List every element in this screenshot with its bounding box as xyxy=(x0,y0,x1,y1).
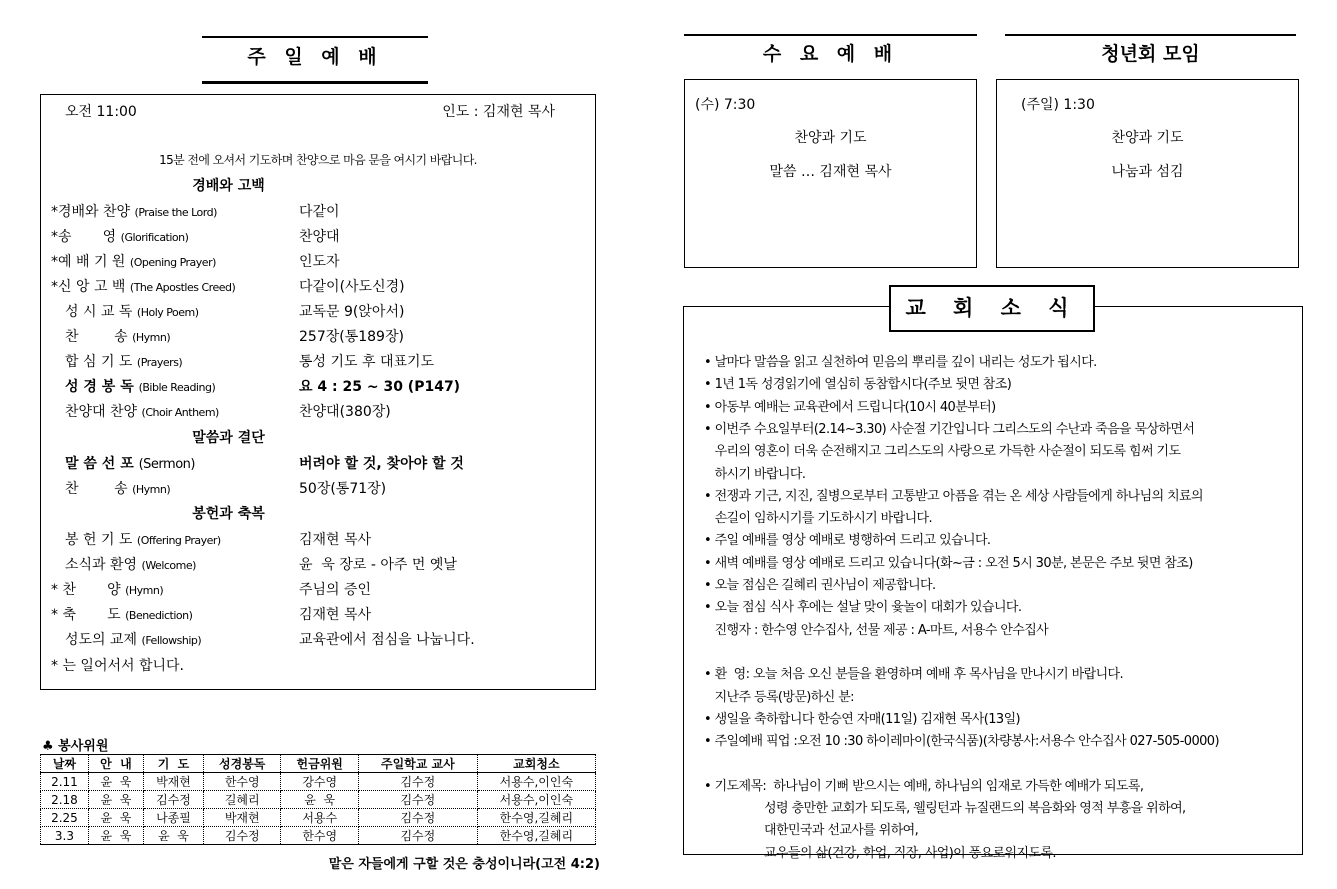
table-cell: 한수영 xyxy=(203,773,281,791)
table-cell: 2.18 xyxy=(41,791,89,809)
service-time: 오전 11:00 xyxy=(65,104,137,120)
order-item: 소식과 환영 (Welcome) 윤 욱 장로 - 아주 먼 옛날 xyxy=(65,557,457,573)
service-leader: 인도 : 김재현 목사 xyxy=(442,104,555,120)
service-notice: 15분 전에 오셔서 기도하며 찬양으로 마음 문을 여시기 바랍니다. xyxy=(159,153,477,167)
sunday-title-text: 주 일 예 배 xyxy=(247,46,383,68)
table-cell: 김수정 xyxy=(203,827,281,845)
wednesday-line2: 말씀 … 김재현 목사 xyxy=(769,164,892,180)
order-item: 합 심 기 도 (Prayers) 통성 기도 후 대표기도 xyxy=(65,354,435,370)
table-cell: 윤 욱 xyxy=(88,791,143,809)
column-header: 주일학교 교사 xyxy=(358,755,477,773)
table-cell: 김수정 xyxy=(358,791,477,809)
news-line: 성령 충만한 교회가 되도록, 웰링턴과 뉴질랜드의 복음화와 영적 부흥을 위하여, xyxy=(704,801,1186,816)
order-item: * 찬 양 (Hymn) 주님의 증인 xyxy=(51,582,372,598)
wednesday-service-box xyxy=(684,79,977,268)
news-line: • 생일을 축하합니다 한승연 자매(11일) 김재현 목사(13일) xyxy=(704,711,1020,727)
table-cell: 한수영 xyxy=(281,827,359,845)
table-row xyxy=(41,809,596,827)
youth-time: (주일) 1:30 xyxy=(1021,97,1095,113)
order-item: *경배와 찬양 (Praise the Lord) 다같이 xyxy=(51,204,340,220)
table-cell: 나종필 xyxy=(143,809,203,827)
column-header: 헌금위원 xyxy=(281,755,359,773)
table-row xyxy=(41,827,596,845)
news-line: 지난주 등록(방문)하신 분: xyxy=(704,689,854,705)
table-cell: 서용수 xyxy=(281,809,359,827)
table-cell: 서용수,이인숙 xyxy=(477,773,595,791)
sunday-service-title xyxy=(202,36,428,84)
table-cell: 2.11 xyxy=(41,773,89,791)
column-header: 교회청소 xyxy=(477,755,595,773)
column-header: 기 도 xyxy=(143,755,203,773)
table-cell: 길혜리 xyxy=(203,791,281,809)
order-item: *송 영 (Glorification) 찬양대 xyxy=(51,229,340,245)
news-line: 손길이 임하시기를 기도하시기 바랍니다. xyxy=(704,511,933,527)
news-line: • 오늘 점심은 길혜리 권사님이 제공합니다. xyxy=(704,578,936,593)
table-cell: 한수영,길혜리 xyxy=(477,827,595,845)
table-cell: 2.25 xyxy=(41,809,89,827)
column-header: 안 내 xyxy=(88,755,143,773)
column-header: 날짜 xyxy=(41,755,89,773)
youth-meeting-title xyxy=(1005,34,1296,79)
order-item: 성도의 교제 (Fellowship) 교육관에서 점심을 나눕니다. xyxy=(65,632,475,648)
news-line: • 1년 1독 성경읽기에 열심히 동참합시다(주보 뒷면 참조) xyxy=(704,377,1012,393)
youth-line2: 나눔과 섬김 xyxy=(1111,164,1184,180)
table-header-row xyxy=(41,755,596,773)
sunday-service-order xyxy=(40,94,596,690)
news-line: 하시기 바랍니다. xyxy=(704,466,806,482)
section-heading: 경배와 고백 xyxy=(192,178,265,194)
table-cell: 김수정 xyxy=(358,809,477,827)
news-line: • 새벽 예배를 영상 예배로 드리고 있습니다(화~금 : 오전 5시 30분, 본문은 주보 뒷면 참조) xyxy=(704,555,1193,571)
news-line: • 이번주 수요일부터(2.14~3.30) 사순절 기간입니다 그리스도의 수난과 죽음을 묵상하면서 xyxy=(704,421,1195,437)
table-cell: 3.3 xyxy=(41,827,89,845)
wednesday-time: (수) 7:30 xyxy=(695,97,756,113)
table-row xyxy=(41,791,596,809)
news-line: • 주일 예배를 영상 예배로 병행하여 드리고 있습니다. xyxy=(704,533,991,549)
volunteers-title: ♣ 봉사위원 xyxy=(42,739,109,754)
title-top-rule xyxy=(684,34,977,36)
section-heading: 봉헌과 축복 xyxy=(192,506,265,522)
church-news-box xyxy=(683,306,1303,861)
bible-verse: 맡은 자들에게 구할 것은 충성이니라(고전 4:2) xyxy=(328,857,600,872)
table-cell: 강수영 xyxy=(281,773,359,791)
wednesday-title-text: 수 요 예 배 xyxy=(762,43,899,65)
church-news-title: 교 회 소 식 xyxy=(889,285,1095,332)
news-line: 우리의 영혼이 더욱 순전해지고 그리스도의 사랑으로 가득한 사순절이 되도록 힘써 기도 xyxy=(704,444,1181,460)
title-top-rule xyxy=(1005,34,1296,36)
news-line: 교우들의 삶(건강, 학업, 직장, 사업)이 풍요로워지도록. xyxy=(704,845,1056,861)
order-item-scripture: 성 경 봉 독 (Bible Reading) 요 4 : 25 ~ 30 (P147) xyxy=(65,379,461,395)
youth-meeting-box xyxy=(996,79,1299,268)
table-cell: 한수영,길혜리 xyxy=(477,809,595,827)
news-line: • 전쟁과 기근, 지진, 질병으로부터 고통받고 아픔을 겪는 온 세상 사람들에게 하나님의 치료의 xyxy=(704,488,1203,504)
table-cell: 윤 욱 xyxy=(88,773,143,791)
table-cell: 박재현 xyxy=(143,773,203,791)
table-cell: 박재현 xyxy=(203,809,281,827)
table-cell: 김수정 xyxy=(358,827,477,845)
table-cell: 김수정 xyxy=(143,791,203,809)
order-item: 찬 송 (Hymn) 257장(통189장) xyxy=(65,329,404,345)
youth-line1: 찬양과 기도 xyxy=(1111,130,1184,146)
order-item: 찬양대 찬양 (Choir Anthem) 찬양대(380장) xyxy=(65,404,391,420)
volunteers-table xyxy=(40,754,596,845)
table-row xyxy=(41,773,596,791)
order-item: 봉 헌 기 도 (Offering Prayer) 김재현 목사 xyxy=(65,532,372,548)
order-item: 성 시 교 독 (Holy Poem) 교독문 9(앉아서) xyxy=(65,304,405,320)
section-heading: 말씀과 결단 xyxy=(192,430,265,446)
news-line: • 날마다 말씀을 읽고 실천하여 믿음의 뿌리를 깊이 내리는 성도가 됩시다. xyxy=(704,355,1097,370)
standing-footnote: * 는 일어서서 합니다. xyxy=(51,658,184,674)
table-cell: 윤 욱 xyxy=(88,809,143,827)
title-bottom-rule xyxy=(202,81,428,84)
table-cell: 서용수,이인숙 xyxy=(477,791,595,809)
column-header: 성경봉독 xyxy=(203,755,281,773)
wednesday-line1: 찬양과 기도 xyxy=(794,130,867,146)
news-line: 진행자 : 한수영 안수집사, 선물 제공 : A-마트, 서용수 안수집사 xyxy=(704,622,1049,638)
table-cell: 김수정 xyxy=(358,773,477,791)
wednesday-service-title xyxy=(684,34,977,79)
news-line: • 환 영: 오늘 처음 오신 분들을 환영하며 예배 후 목사님을 만나시기 바랍니다. xyxy=(704,667,1124,683)
order-item: 찬 송 (Hymn) 50장(통71장) xyxy=(65,481,387,497)
order-item-sermon: 말 씀 선 포 (Sermon) 버려야 할 것, 찾아야 할 것 xyxy=(65,456,464,472)
news-line: • 오늘 점심 식사 후에는 설날 맞이 윷놀이 대회가 있습니다. xyxy=(704,600,1022,616)
youth-title-text: 청년회 모임 xyxy=(1101,43,1200,65)
table-cell: 윤 욱 xyxy=(143,827,203,845)
order-item: *예 배 기 원 (Opening Prayer) 인도자 xyxy=(51,254,340,270)
order-item: *신 앙 고 백 (The Apostles Creed) 다같이(사도신경) xyxy=(51,279,405,295)
news-line: • 주일예배 픽업 :오전 10 :30 하이레마이(한국식품)(차량봉사:서용수 안수집사 027-505-0000) xyxy=(704,734,1219,750)
title-top-rule xyxy=(202,36,428,38)
table-cell: 윤 욱 xyxy=(88,827,143,845)
table-cell: 윤 욱 xyxy=(281,791,359,809)
order-item: * 축 도 (Benediction) 김재현 목사 xyxy=(51,607,372,623)
news-line: • 아동부 예배는 교육관에서 드립니다(10시 40분부터) xyxy=(704,399,996,415)
news-line: 대한민국과 선교사를 위하여, xyxy=(704,823,919,839)
news-line: • 기도제목: 하나님이 기뻐 받으시는 예배, 하나님의 임재로 가득한 예배가 되도록, xyxy=(704,778,1144,794)
